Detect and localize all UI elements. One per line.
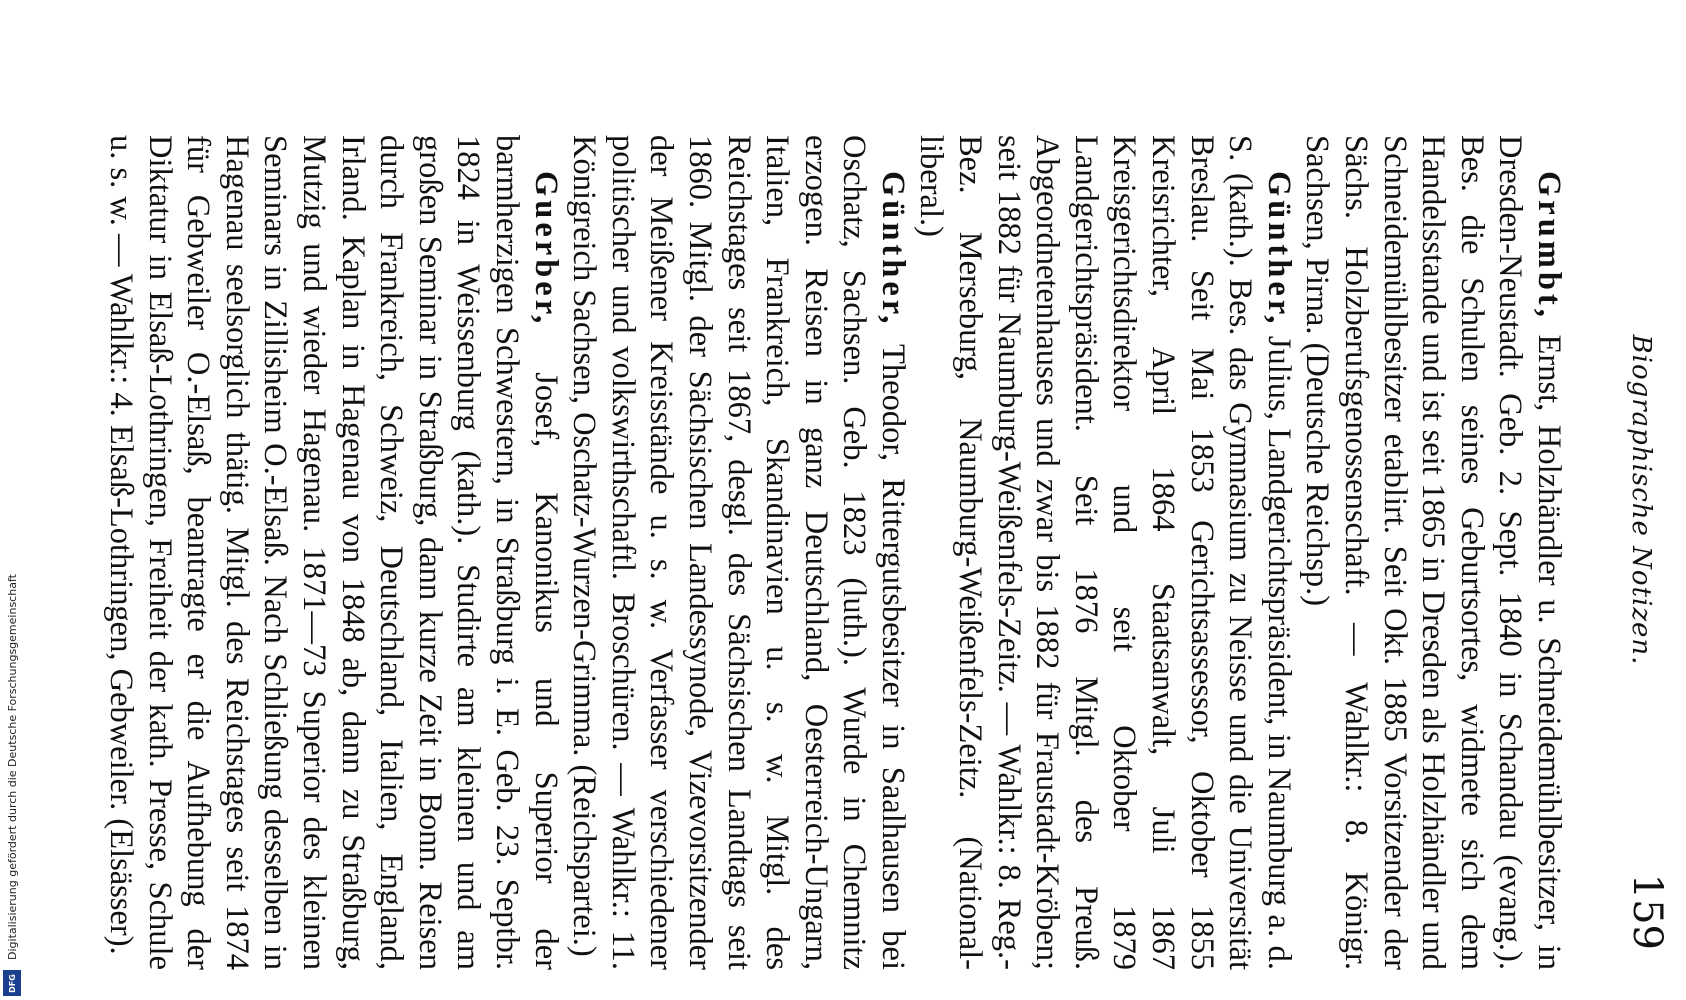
entry-text: Josef, Kanonikus und Superior der barmherzigen Schwestern, in Straßburg i. E. Geb. 23. Septbr. 1824 in Weissenburg (kath.). Studirte am kleinen und am großen Seminar in Straßburg, dann kurze Zeit in Bonn. Reisen durch Frankreich, Schweiz, Deutschland, Italien, England, Irland. Kaplan in Hagenau von 1848 ab, dann zu Straßburg, Mutzig und wieder Hagenau. 1871—73 Superior des kleinen Seminars in Zillisheim O.-Elsaß. Nach Schließung desselben in Hagenau seelsorglich thätig. Mitgl. des Reichstages seit 1874 für Gebweiler O.-Elsaß, beantragte er die Aufhebung der Diktatur in Elsaß-Lothringen, Freiheit der kath. Presse, Schule u. s. w. — Wahlkr.: 4. Elsaß-Lothringen, Gebweiler. (Elsässer). xyxy=(103,135,564,970)
entry-text: Ernst, Holzhändler u. Schneidemühlbesitzer, in Dresden-Neustadt. Geb. 2. Sept. 1840 in Schandau (evang.). Bes. die Schulen seines Geburtsortes, widmete sich dem Handelsstande und ist seit 1865 in Dresden als Holzhändler und Schneidemühlbesitzer etablirt. Seit Okt. 1885 Vorsitzender der Sächs. Holzberufsgenossenschaft. — Wahlkr.: 8. Königr. Sachsen, Pirna. (Deutsche Reichsp.) xyxy=(1299,135,1567,970)
digitization-credit xyxy=(0,532,26,1000)
entry-name: Günther, xyxy=(874,171,911,328)
dfg-logo: DFG xyxy=(3,970,21,996)
biography-entry-guenther-theodor xyxy=(565,135,912,970)
page-number: 159 xyxy=(1624,873,1670,950)
entry-name: Grumbt, xyxy=(1531,171,1567,321)
biography-entry-grumbt xyxy=(1298,135,1568,970)
entry-text: Theodor, Rittergutsbesitzer in Saalhausen bei Oschatz, Sachsen. Geb. 1823 (luth.). Wurde in Chemnitz erzogen. Reisen in ganz Deutschland, Oesterreich-Ungarn, Italien, Frankreich, Skandinavien u. s. w. Mitgl. des Reichstages seit 1867, desgl. des Sächsischen Landtags seit 1860. Mitgl. der Sächsischen Landessynode, Vizevorsitzender der Meißener Kreisstände u. s. w. Verfasser verschiedener politischer und volkswirthschaftl. Broschüren. — Wahlkr.: 11. Königreich Sachsen, Oschatz-Wurzen-Grimma. (Reichspartei.) xyxy=(566,135,911,970)
page-header xyxy=(1584,0,1674,1000)
biography-entry-guerber xyxy=(101,135,564,970)
biography-entry-guenther-julius xyxy=(912,135,1298,970)
biography-text-block xyxy=(101,135,1568,970)
credit-text: Digitalisierung gefördert durch die Deutsche Forschungsgemeinschaft xyxy=(6,574,19,960)
entry-name: Günther, xyxy=(1260,171,1297,328)
entry-text: Julius, Landgerichtspräsident, in Naumburg a. d. S. (kath.). Bes. das Gymnasium zu Neisse und die Universität Breslau. Seit Mai 1853 Gerichtsassessor, Oktober 1855 Kreisrichter, April 1864 Staatsanwalt, Juli 1867 Kreisgerichtsdirektor und seit Oktober 1879 Landgerichtspräsident. Seit 1876 Mitgl. des Preuß. Abgeordnetenhauses und zwar bis 1882 für Fraustadt-Kröben; seit 1882 für Naumburg-Weißenfels-Zeitz. — Wahlkr.: 8. Reg.-Bez. Merseburg, Naumburg-Weißenfels-Zeitz. (National-liberal.) xyxy=(913,135,1297,970)
running-head: Biographische Notizen. xyxy=(1626,334,1656,666)
entry-name: Guerber, xyxy=(527,171,564,328)
